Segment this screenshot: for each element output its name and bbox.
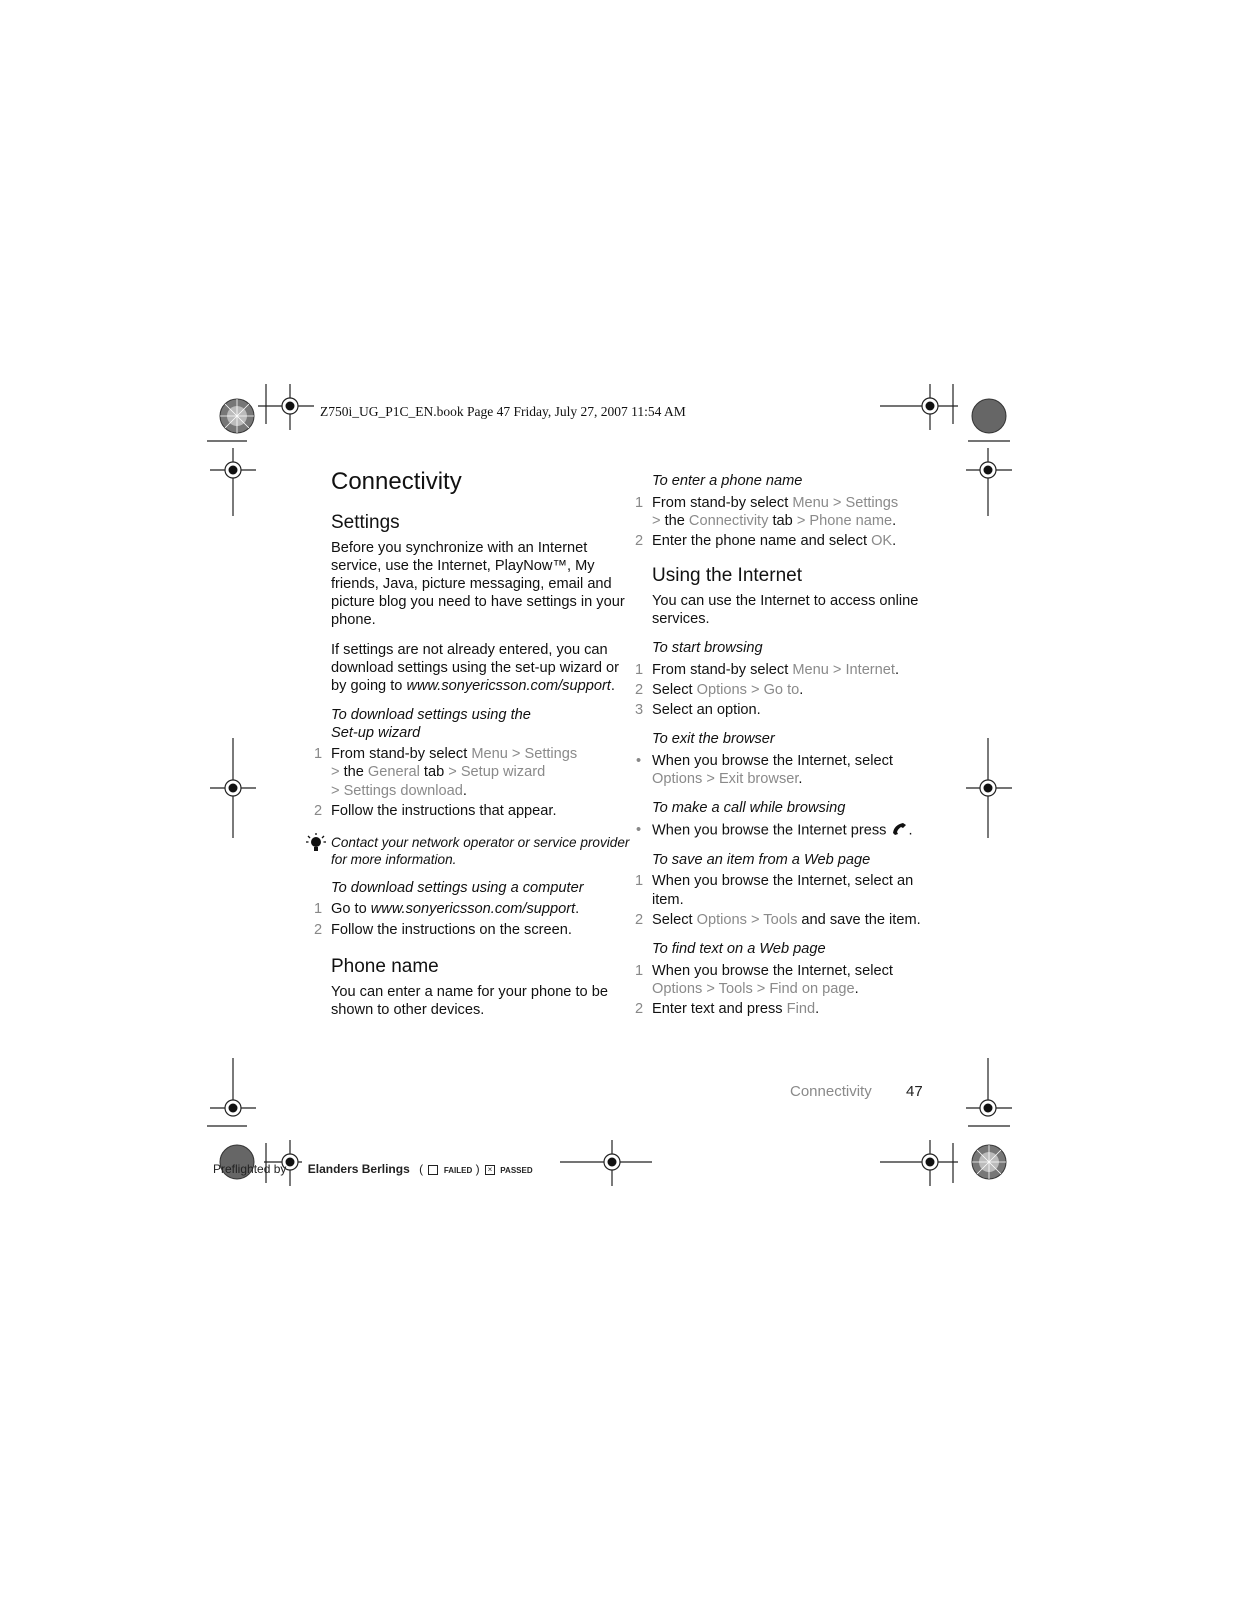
wizard-title: To download settings using the Set-up wizard (331, 707, 531, 741)
settings-paragraph-2 (331, 641, 631, 696)
step-number: 2 (314, 802, 323, 819)
step-number: 2 (635, 681, 644, 698)
menu-item-internet: Internet (845, 661, 895, 678)
menu-item-exit-browser: Exit browser (718, 771, 799, 788)
step-text: . (908, 822, 913, 839)
enter-name-step-1 (635, 494, 932, 530)
left-column (314, 468, 631, 1030)
menu-item-settings: Settings (524, 746, 578, 763)
step-text: When you browse the Internet press (652, 822, 891, 839)
wizard-step-2 (314, 802, 631, 820)
separator: > (702, 980, 719, 997)
step-text: . (815, 1001, 820, 1017)
step-text: . (854, 980, 859, 997)
menu-item-options: Options (696, 911, 747, 928)
computer-step-2 (314, 921, 631, 939)
step-text: From stand-by select (331, 746, 472, 763)
separator: > (828, 661, 846, 678)
phone-name-paragraph: You can enter a name for your phone to be shown to other devices. (331, 983, 608, 1018)
step-text: When you browse the Internet, select an item. (652, 873, 914, 908)
step-number: 2 (314, 921, 323, 938)
step-text: . (892, 532, 897, 549)
para2-text: If settings are not already entered, you can download settings using the set-up wizard or by going to (331, 641, 619, 694)
save-step-1 (635, 872, 932, 908)
separator: > (746, 911, 764, 928)
step-number: 1 (635, 873, 644, 890)
start-step-2 (635, 681, 932, 699)
step-number: 1 (635, 494, 644, 511)
exit-bullet (636, 752, 932, 788)
separator: > (652, 512, 665, 529)
step-text: the (664, 512, 689, 529)
separator: > (702, 771, 719, 788)
support-url: www.sonyericsson.com/support (370, 901, 576, 918)
step-number: 2 (635, 911, 644, 928)
separator: > (828, 494, 846, 511)
separator: > (448, 764, 461, 781)
menu-item-menu: Menu (792, 661, 829, 678)
preflight-label: Preflighted by (213, 1162, 287, 1176)
failed-checkbox-icon (428, 1165, 438, 1175)
step-text: . (892, 512, 897, 529)
menu-item-settings-download: Settings download (343, 782, 463, 799)
call-key-icon (891, 821, 909, 840)
phone-name-heading: Phone name (331, 955, 439, 977)
step-text: Follow the instructions that appear. (331, 802, 557, 819)
computer-title: To download settings using a computer (331, 879, 584, 896)
call-browsing-title: To make a call while browsing (652, 800, 846, 817)
print-slug: Z750i_UG_P1C_EN.book Page 47 Friday, July 27, 2007 11:54 AM (320, 404, 686, 419)
menu-item-options: Options (652, 980, 703, 997)
page-number: 47 (906, 1083, 923, 1100)
start-step-3 (635, 701, 932, 719)
support-url: www.sonyericsson.com/support (406, 677, 611, 694)
menu-item-setup-wizard: Setup wizard (460, 764, 546, 781)
step-number: 3 (635, 702, 644, 719)
internet-paragraph: You can use the Internet to access online services. (652, 592, 919, 628)
computer-step-1 (314, 900, 631, 918)
step-text: Select an option. (652, 702, 761, 719)
step-text: When you browse the Internet, select (652, 752, 893, 769)
preflight-company: Elanders Berlings (307, 1162, 410, 1176)
step-text: Follow the instructions on the screen. (331, 921, 572, 938)
step-text: . (798, 771, 803, 788)
separator: > (507, 746, 525, 763)
start-browsing-title: To start browsing (652, 640, 763, 657)
separator: > (746, 681, 764, 698)
failed-label: FAILED (443, 1166, 473, 1175)
find-text-title: To find text on a Web page (652, 941, 826, 958)
passed-indicator (483, 1162, 533, 1176)
step-text: . (894, 661, 900, 678)
step-number: 2 (635, 1001, 644, 1017)
step-text: tab (419, 764, 449, 781)
menu-item-menu: Menu (792, 494, 829, 511)
tip-note (331, 834, 631, 868)
save-item-title: To save an item from a Web page (652, 851, 871, 868)
bullet-icon: • (636, 752, 642, 769)
para2-end: . (610, 677, 615, 694)
enter-name-title: To enter a phone name (652, 473, 803, 489)
step-text: Enter text and press (652, 1001, 787, 1017)
passed-label: PASSED (500, 1166, 533, 1175)
wizard-step-1 (314, 745, 631, 800)
internet-heading: Using the Internet (652, 565, 802, 587)
step-text: From stand-by select (652, 494, 793, 511)
separator: > (331, 782, 344, 799)
settings-paragraph-1: Before you synchronize with an Internet service, use the Internet, PlayNow™, My friends, Java, picture messaging, email and picture blog you need to have settings in your phone. (331, 539, 625, 629)
step-text: . (575, 901, 580, 918)
step-text: Select (652, 681, 697, 698)
menu-item-options: Options (696, 681, 747, 698)
lightbulb-icon (305, 832, 327, 858)
menu-item-find: Find (786, 1001, 816, 1017)
step-text: the (343, 764, 368, 781)
passed-checkbox-icon: × (485, 1165, 495, 1175)
exit-browser-title: To exit the browser (652, 731, 775, 748)
menu-item-find-on-page: Find on page (769, 980, 855, 997)
step-number: 2 (635, 532, 644, 549)
enter-name-step-2 (635, 532, 932, 550)
step-number: 1 (314, 746, 323, 763)
menu-item-connectivity: Connectivity (688, 512, 769, 529)
step-text: . (462, 782, 467, 799)
step-number: 1 (635, 962, 644, 979)
footer-section-name: Connectivity (790, 1083, 872, 1100)
chapter-title: Connectivity (331, 468, 462, 495)
step-text: tab (768, 512, 797, 529)
start-step-1 (635, 661, 932, 679)
menu-item-tools: Tools (718, 980, 753, 997)
step-text: Select (652, 911, 697, 928)
step-number: 1 (635, 661, 644, 678)
step-text: Go to (331, 901, 371, 918)
menu-item-tools: Tools (763, 911, 798, 928)
failed-indicator: ( FAILED ) (419, 1162, 480, 1176)
menu-item-ok: OK (871, 532, 893, 549)
separator: > (331, 764, 344, 781)
step-text: . (799, 681, 804, 698)
find-step-2 (635, 1000, 932, 1018)
find-step-1 (635, 962, 932, 998)
menu-item-go-to: Go to (763, 681, 800, 698)
bullet-icon: • (636, 821, 642, 838)
preflight-stamp (213, 1162, 533, 1176)
menu-item-general: General (367, 764, 420, 781)
menu-item-phone-name: Phone name (809, 512, 893, 529)
separator: > (796, 512, 810, 529)
step-text: When you browse the Internet, select (652, 962, 893, 979)
menu-item-options: Options (652, 771, 703, 788)
step-number: 1 (314, 901, 323, 918)
settings-heading: Settings (331, 511, 400, 533)
call-bullet (636, 821, 932, 840)
save-step-2 (635, 911, 932, 929)
menu-item-menu: Menu (471, 746, 508, 763)
right-column (635, 473, 932, 1020)
tip-text: Contact your network operator or service provider for more information. (331, 834, 630, 867)
menu-item-settings: Settings (845, 494, 899, 511)
step-text: Enter the phone name and select (652, 532, 872, 549)
step-text: and save the item. (797, 911, 921, 928)
step-text: From stand-by select (652, 661, 793, 678)
separator: > (752, 980, 770, 997)
